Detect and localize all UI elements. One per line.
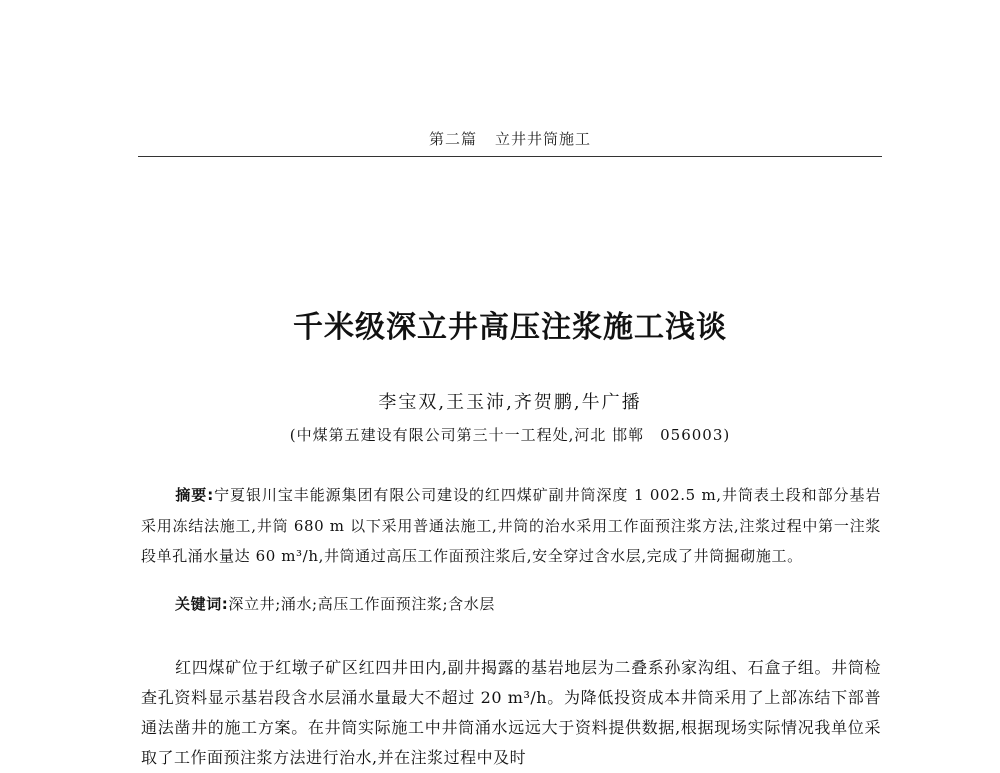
keywords-label: 关键词: bbox=[175, 595, 229, 613]
header-rule bbox=[138, 156, 882, 157]
abstract-label: 摘要: bbox=[175, 486, 214, 504]
running-header-section: 立井井筒施工 bbox=[495, 130, 592, 148]
running-header bbox=[138, 128, 882, 149]
abstract bbox=[141, 480, 881, 572]
abstract-text: 宁夏银川宝丰能源集团有限公司建设的红四煤矿副井筒深度 1 002.5 m,井筒表土段和部分基岩采用冻结法施工,井筒 680 m 以下采用普通法施工,井筒的治水采用工作面预注浆方法,注浆过程中第一注浆段单孔涌水量达 60 m³/h,井筒通过高压工作面预注浆后,安全穿过含水层,完成了井筒掘砌施工。 bbox=[141, 486, 881, 565]
author-list: 李宝双,王玉沛,齐贺鹏,牛广播 bbox=[378, 392, 642, 413]
body-paragraph-text: 红四煤矿位于红墩子矿区红四井田内,副井揭露的基岩地层为二叠系孙家沟组、石盒子组。井筒检查孔资料显示基岩段含水层涌水量最大不超过 20 m³/h。为降低投资成本井筒采用了上部冻结下部普通法凿井的施工方案。在井筒实际施工中井筒涌水远远大于资料提供数据,根据现场实际情况我单位采取了工作面预注浆方法进行治水,并在注浆过程中及时 bbox=[141, 658, 881, 767]
affiliation: (中煤第五建设有限公司第三十一工程处,河北 邯郸 056003) bbox=[289, 426, 731, 444]
keywords-text: 深立井;涌水;高压工作面预注浆;含水层 bbox=[228, 595, 495, 613]
keywords bbox=[141, 593, 881, 614]
paper-title: 千米级深立井高压注浆施工浅谈 bbox=[293, 310, 727, 345]
running-header-part: 第二篇 bbox=[428, 130, 477, 148]
body-paragraph bbox=[141, 653, 881, 773]
